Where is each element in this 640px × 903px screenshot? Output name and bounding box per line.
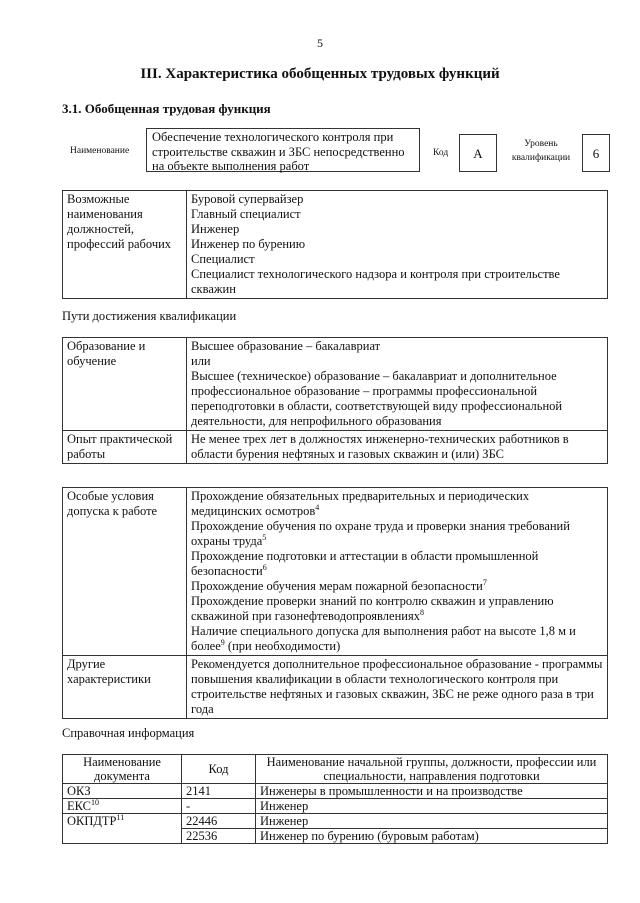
reference-header-row xyxy=(63,755,608,784)
condition-item: Прохождение обязательных предварительных и периодических медицинских осмотров$^4$ xyxy=(191,489,530,518)
education-label: Образование и обучение xyxy=(63,338,187,431)
position-item: Инженер по бурению xyxy=(191,237,306,251)
header-name: Наименование начальной группы, должности, профессии или специальности, направления подготовки xyxy=(256,755,608,784)
table-row xyxy=(63,799,608,814)
ref-name: Инженеры в промышленности и на производстве xyxy=(256,784,608,799)
conditions-table xyxy=(62,487,608,719)
condition-item: Прохождение обучения мерам пожарной безопасности$^7$ xyxy=(191,577,487,593)
table-row xyxy=(63,814,608,829)
position-item: Буровой супервайзер xyxy=(191,192,304,206)
ref-code: - xyxy=(182,799,256,814)
ref-code: 2141 xyxy=(182,784,256,799)
condition-item: Наличие специального допуска для выполнения работ на высоте 1,8 м и более$^9$ (при необходимости) xyxy=(191,624,576,653)
header-document: Наименование документа xyxy=(63,755,182,784)
ref-name: Инженер xyxy=(256,814,608,829)
ref-doc: ОКЗ xyxy=(63,784,182,799)
qualification-level: 6 xyxy=(582,134,610,172)
reference-table xyxy=(62,754,608,844)
experience-value: Не менее трех лет в должностях инженерно-технических работников в области бурения нефтяных и газовых скважин и (или) ЗБС xyxy=(187,431,608,464)
position-item: Инженер xyxy=(191,222,240,236)
positions-label: Возможные наименования должностей, профессий рабочих xyxy=(63,191,187,299)
level-label-1: Уровень xyxy=(524,139,558,149)
position-item: Главный специалист xyxy=(191,207,301,221)
education-table xyxy=(62,337,608,464)
position-item: Специалист xyxy=(191,252,255,266)
condition-item: Прохождение обучения по охране труда и проверки знания требований охраны труда$^5$ xyxy=(191,519,570,548)
ref-code: 22536 xyxy=(182,829,256,844)
condition-item: Прохождение подготовки и аттестации в области промышленной безопасности$^6$ xyxy=(191,549,539,578)
code-label: Код xyxy=(433,148,449,158)
function-code: А xyxy=(459,134,497,172)
conditions-list xyxy=(187,488,608,656)
position-item: Специалист технологического надзора и контроля при строительстве скважин xyxy=(191,267,560,296)
positions-list xyxy=(187,191,608,299)
paths-heading: Пути достижения квалификации xyxy=(62,309,237,323)
experience-label: Опыт практической работы xyxy=(63,431,187,464)
table-row xyxy=(63,784,608,799)
ref-doc: ЕКС$^{10}$ xyxy=(63,799,182,814)
other-label: Другие характеристики xyxy=(63,656,187,719)
function-subtitle: 3.1. Обобщенная трудовая функция xyxy=(62,101,271,116)
ref-name: Инженер по бурению (буровым работам) xyxy=(256,829,608,844)
other-value: Рекомендуется дополнительное профессиональное образование - программы повышения квалификации в области технологического контроля при строительстве нефтяных и газовых скважин, ЗБС не реже одного раза в три года xyxy=(187,656,608,719)
education-value xyxy=(187,338,608,431)
ref-doc: ОКПДТР$^{11}$ xyxy=(63,814,182,844)
education-line: Высшее (техническое) образование – бакалавриат и дополнительное профессиональное образование – программы профессиональной переподготовки в области, соответствующей виду профессиональной деятельности, для непрофильного образования xyxy=(191,369,563,428)
header-code: Код xyxy=(182,755,256,784)
positions-table xyxy=(62,190,608,299)
section-title: III. Характеристика обобщенных трудовых функций xyxy=(140,66,500,82)
education-line: или xyxy=(191,354,211,368)
education-line: Высшее образование – бакалавриат xyxy=(191,339,381,353)
reference-heading: Справочная информация xyxy=(62,726,195,740)
page-number: 5 xyxy=(317,36,323,50)
conditions-label: Особые условия допуска к работе xyxy=(63,488,187,656)
ref-name: Инженер xyxy=(256,799,608,814)
condition-item: Прохождение проверки знаний по контролю скважин и управлению скважиной при газонефтеводопроявлениях$^8$ xyxy=(191,594,554,623)
name-label: Наименование xyxy=(70,146,130,156)
ref-code: 22446 xyxy=(182,814,256,829)
function-name: Обеспечение технологического контроля при строительстве скважин и ЗБС непосредственно на объекте выполнения работ xyxy=(146,128,420,172)
level-label-2: квалификации xyxy=(511,153,571,163)
